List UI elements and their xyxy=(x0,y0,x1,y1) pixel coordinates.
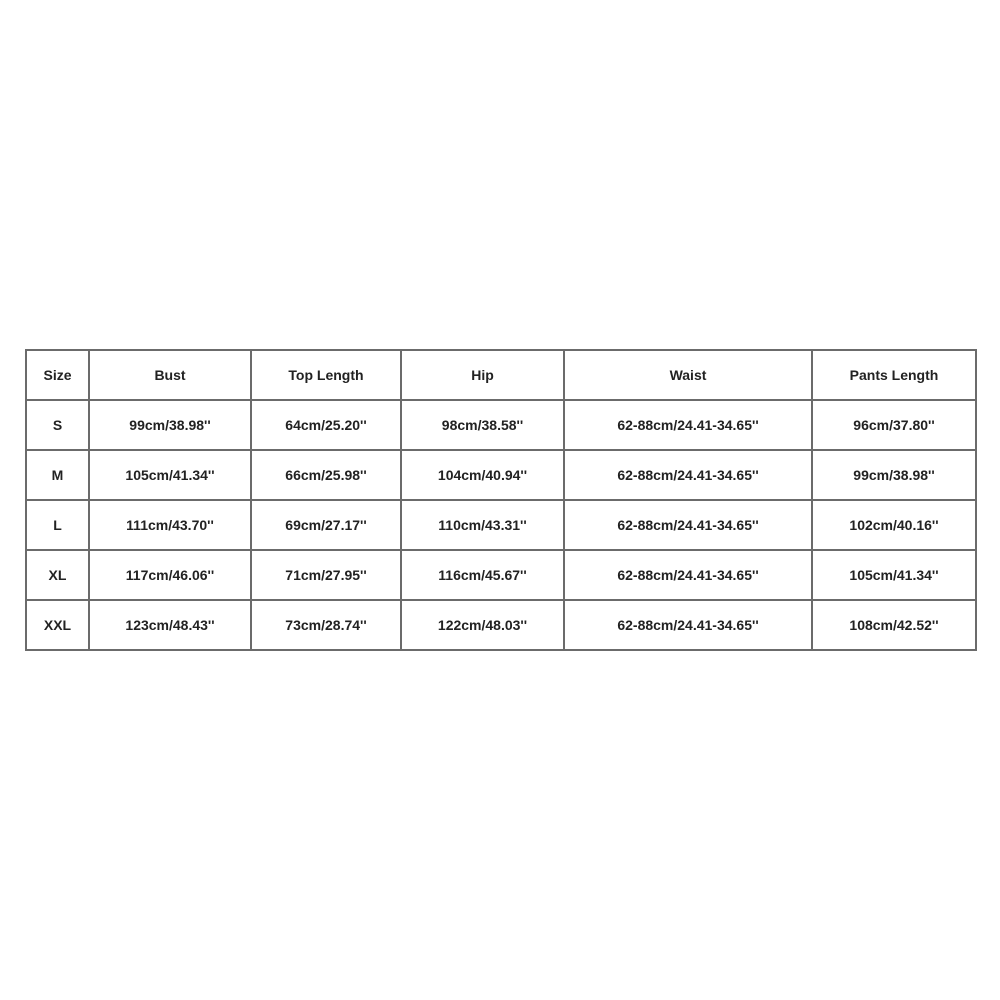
top-length-cell: 71cm/27.95'' xyxy=(251,550,401,600)
bust-cell: 117cm/46.06'' xyxy=(89,550,251,600)
hip-cell: 122cm/48.03'' xyxy=(401,600,564,650)
size-cell: S xyxy=(26,400,89,450)
pants-length-cell: 99cm/38.98'' xyxy=(812,450,976,500)
waist-cell: 62-88cm/24.41-34.65'' xyxy=(564,550,812,600)
waist-cell: 62-88cm/24.41-34.65'' xyxy=(564,450,812,500)
table-row xyxy=(26,400,976,450)
header-cell-top-length: Top Length xyxy=(251,350,401,400)
table-row xyxy=(26,500,976,550)
top-length-cell: 69cm/27.17'' xyxy=(251,500,401,550)
header-cell-pants-length: Pants Length xyxy=(812,350,976,400)
pants-length-cell: 102cm/40.16'' xyxy=(812,500,976,550)
table-row xyxy=(26,550,976,600)
header-cell-bust: Bust xyxy=(89,350,251,400)
header-cell-hip: Hip xyxy=(401,350,564,400)
size-cell: M xyxy=(26,450,89,500)
hip-cell: 116cm/45.67'' xyxy=(401,550,564,600)
hip-cell: 110cm/43.31'' xyxy=(401,500,564,550)
top-length-cell: 66cm/25.98'' xyxy=(251,450,401,500)
waist-cell: 62-88cm/24.41-34.65'' xyxy=(564,500,812,550)
pants-length-cell: 108cm/42.52'' xyxy=(812,600,976,650)
table-header-row xyxy=(26,350,976,400)
bust-cell: 111cm/43.70'' xyxy=(89,500,251,550)
table-row xyxy=(26,450,976,500)
hip-cell: 98cm/38.58'' xyxy=(401,400,564,450)
size-cell: L xyxy=(26,500,89,550)
bust-cell: 105cm/41.34'' xyxy=(89,450,251,500)
top-length-cell: 64cm/25.20'' xyxy=(251,400,401,450)
pants-length-cell: 96cm/37.80'' xyxy=(812,400,976,450)
size-cell: XL xyxy=(26,550,89,600)
waist-cell: 62-88cm/24.41-34.65'' xyxy=(564,400,812,450)
size-chart-table xyxy=(25,349,977,651)
header-cell-waist: Waist xyxy=(564,350,812,400)
pants-length-cell: 105cm/41.34'' xyxy=(812,550,976,600)
table-row xyxy=(26,600,976,650)
size-cell: XXL xyxy=(26,600,89,650)
header-cell-size: Size xyxy=(26,350,89,400)
bust-cell: 123cm/48.43'' xyxy=(89,600,251,650)
hip-cell: 104cm/40.94'' xyxy=(401,450,564,500)
bust-cell: 99cm/38.98'' xyxy=(89,400,251,450)
top-length-cell: 73cm/28.74'' xyxy=(251,600,401,650)
waist-cell: 62-88cm/24.41-34.65'' xyxy=(564,600,812,650)
